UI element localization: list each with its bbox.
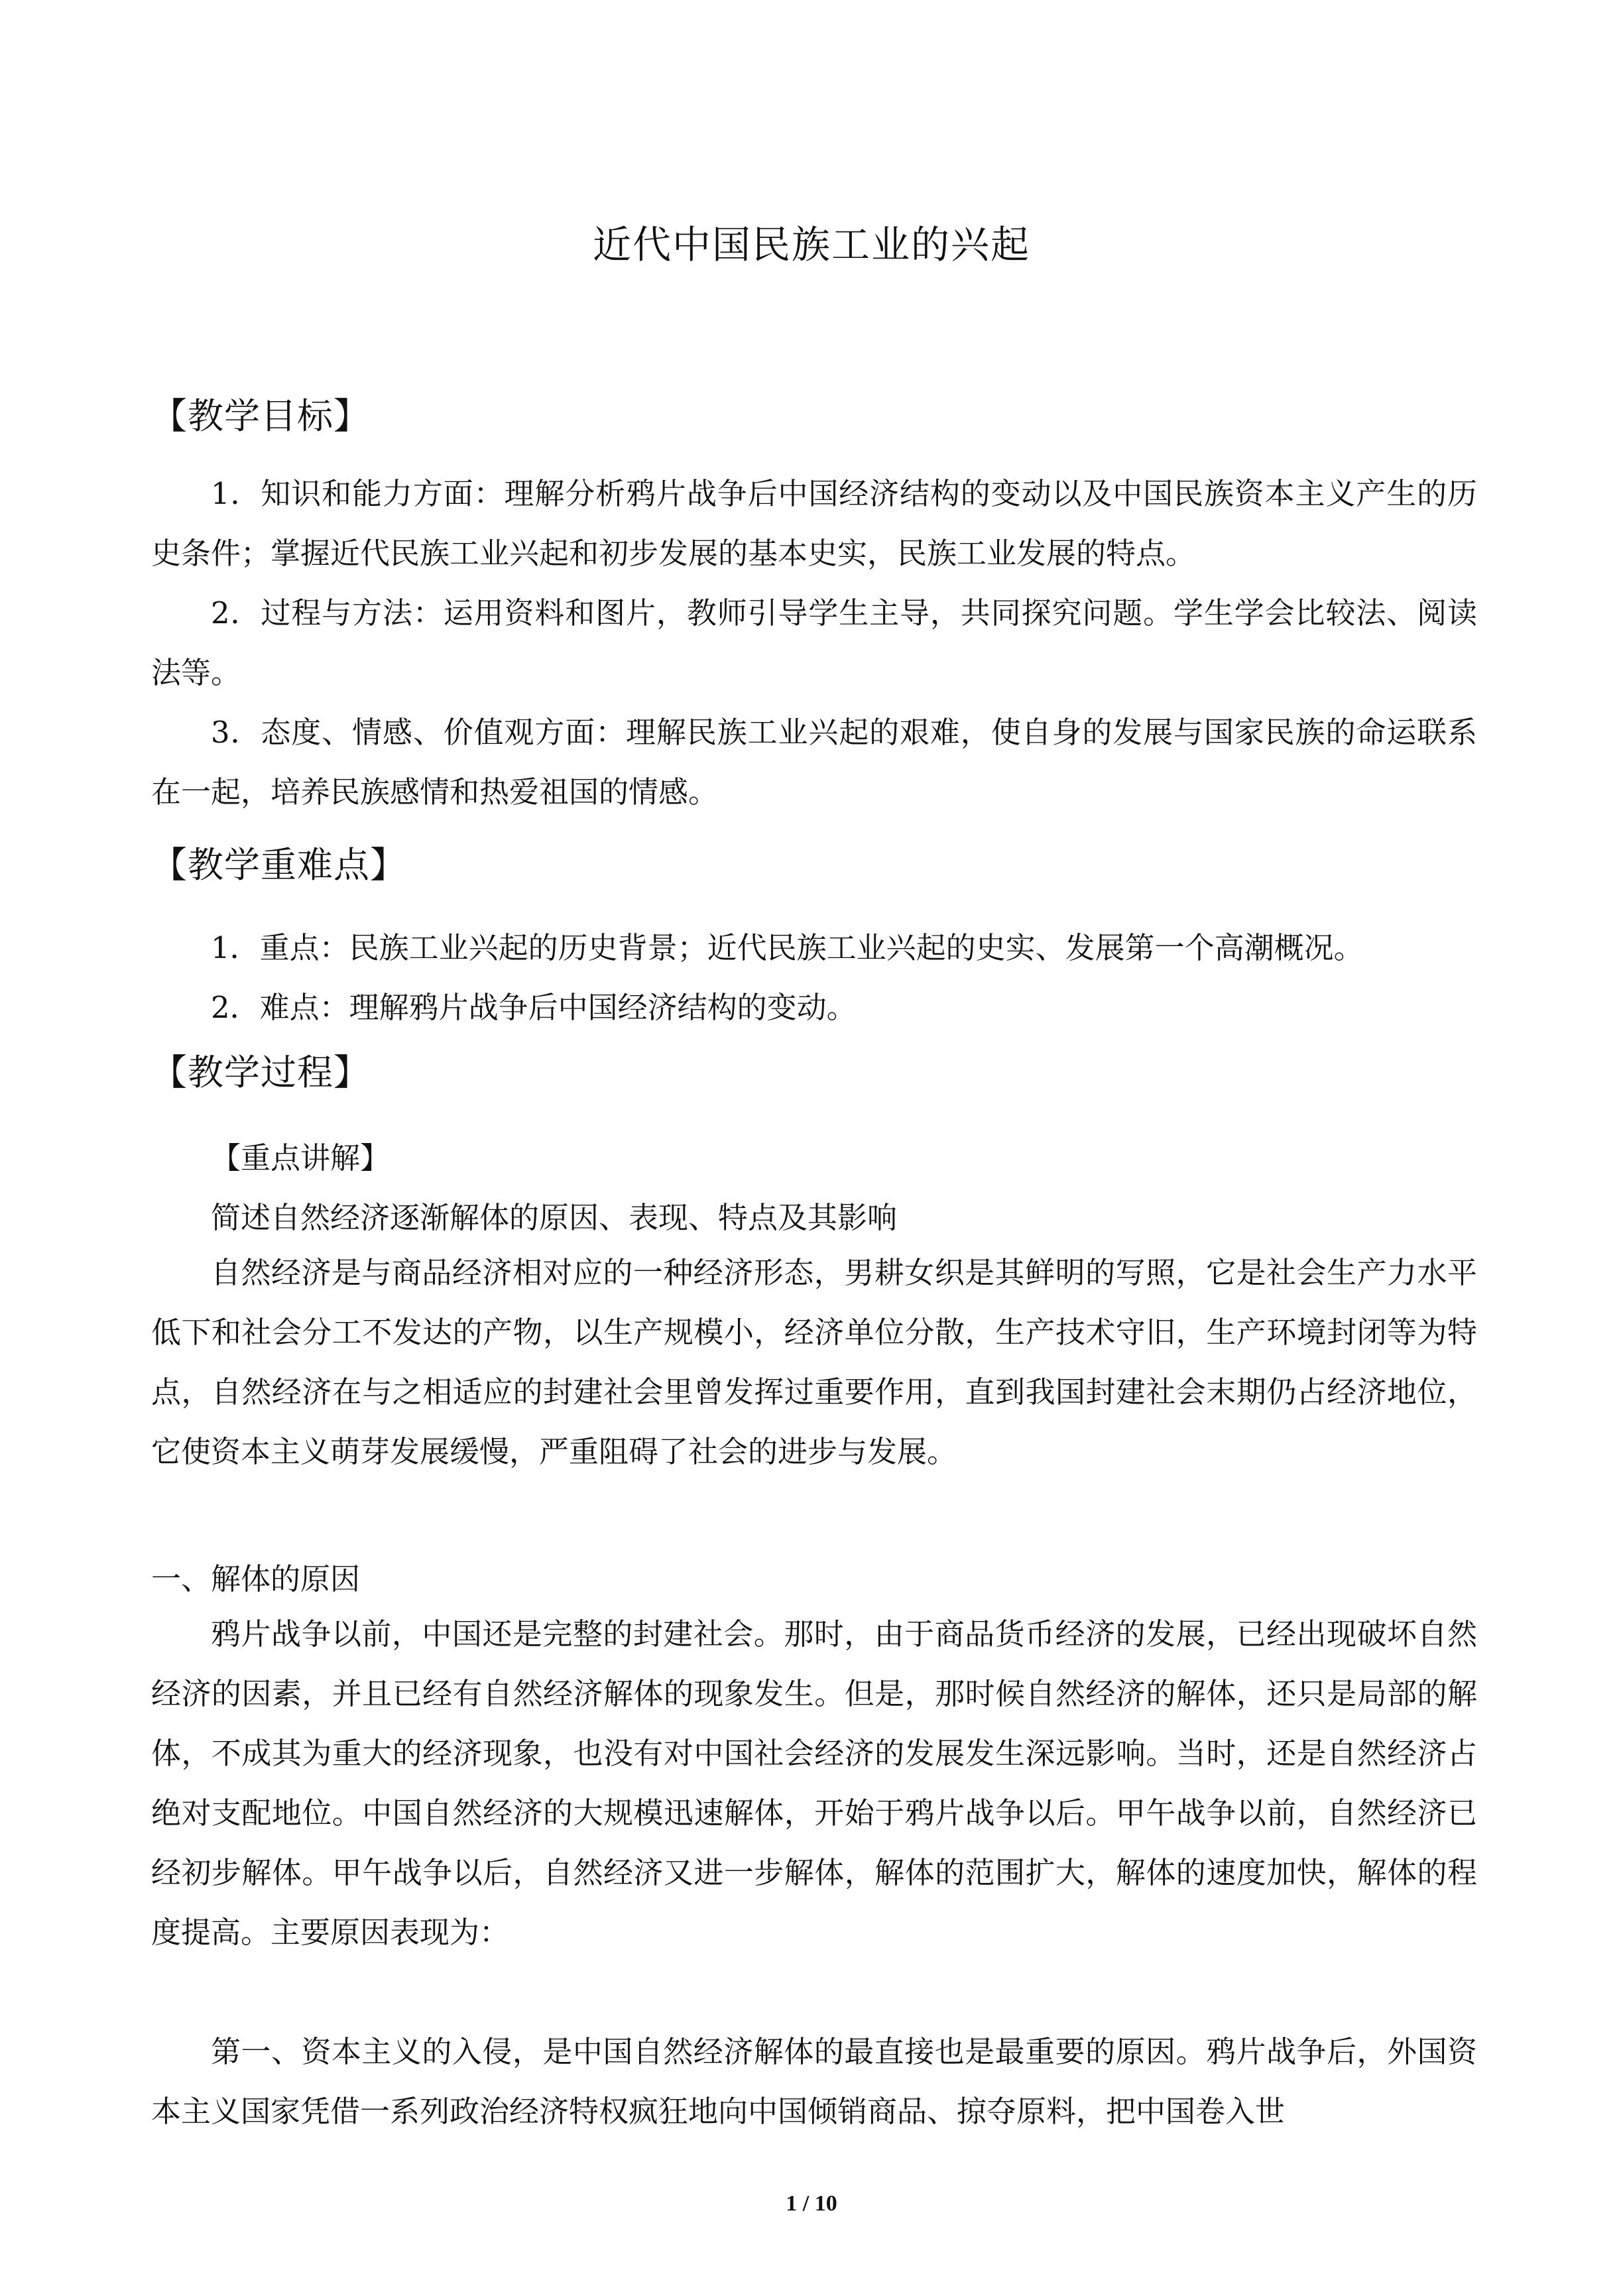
process-topic: 简述自然经济逐渐解体的原因、表现、特点及其影响 (211, 1200, 898, 1235)
goal-item-2: 2．过程与方法：运用资料和图片，教师引导学生主导，共同探究问题。学生学会比较法、阅读法等。 (151, 595, 1477, 690)
heading-causes: 一、解体的原因 (151, 1561, 361, 1597)
first-cause-paragraph: 第一、资本主义的入侵，是中国自然经济解体的最直接也是最重要的原因。鸦片战争后，外国资本主义国家凭借一系列政治经济特权疯狂地向中国倾销商品、掠夺原料，把中国卷入世 (151, 2034, 1477, 2129)
key-point-2: 2．难点：理解鸦片战争后中国经济结构的变动。 (211, 990, 857, 1025)
causes-paragraph: 鸦片战争以前，中国还是完整的封建社会。那时，由于商品货币经济的发展，已经出现破坏自然经济的因素，并且已经有自然经济解体的现象发生。但是，那时候自然经济的解体，还只是局部的解体，不成其为重大的经济现象，也没有对中国社会经济的发展发生深远影响。当时，还是自然经济占绝对支配地位。中国自然经济的大规模迅速解体，开始于鸦片战争以后。甲午战争以前，自然经济已经初步解体。甲午战争以后，自然经济又进一步解体，解体的范围扩大，解体的速度加快，解体的程度提高。主要原因表现为： (151, 1616, 1477, 1950)
goal-item-3: 3．态度、情感、价值观方面：理解民族工业兴起的艰难，使自身的发展与国家民族的命运联系在一起，培养民族感情和热爱祖国的情感。 (151, 715, 1477, 810)
goal-item-1: 1．知识和能力方面：理解分析鸦片战争后中国经济结构的变动以及中国民族资本主义产生的历史条件；掌握近代民族工业兴起和初步发展的基本史实，民族工业发展的特点。 (151, 476, 1477, 571)
section-heading-key-points: 【教学重难点】 (151, 844, 406, 886)
document-title: 近代中国民族工业的兴起 (592, 222, 1030, 267)
process-intro-paragraph: 自然经济是与商品经济相对应的一种经济形态，男耕女织是其鲜明的写照，它是社会生产力水平低下和社会分工不发达的产物，以生产规模小，经济单位分散，生产技术守旧，生产环境封闭等为特点，自然经济在与之相适应的封建社会里曾发挥过重要作用，直到我国封建社会末期仍占经济地位，它使资本主义萌芽发展缓慢，严重阻碍了社会的进步与发展。 (151, 1255, 1477, 1469)
page-number: 1 / 10 (786, 2191, 837, 2216)
process-subheading: 【重点讲解】 (211, 1140, 391, 1176)
section-heading-goals: 【教学目标】 (151, 395, 370, 437)
section-heading-process: 【教学过程】 (151, 1052, 370, 1093)
key-point-1: 1．重点：民族工业兴起的历史背景；近代民族工业兴起的史实、发展第一个高潮概况。 (211, 930, 1364, 965)
